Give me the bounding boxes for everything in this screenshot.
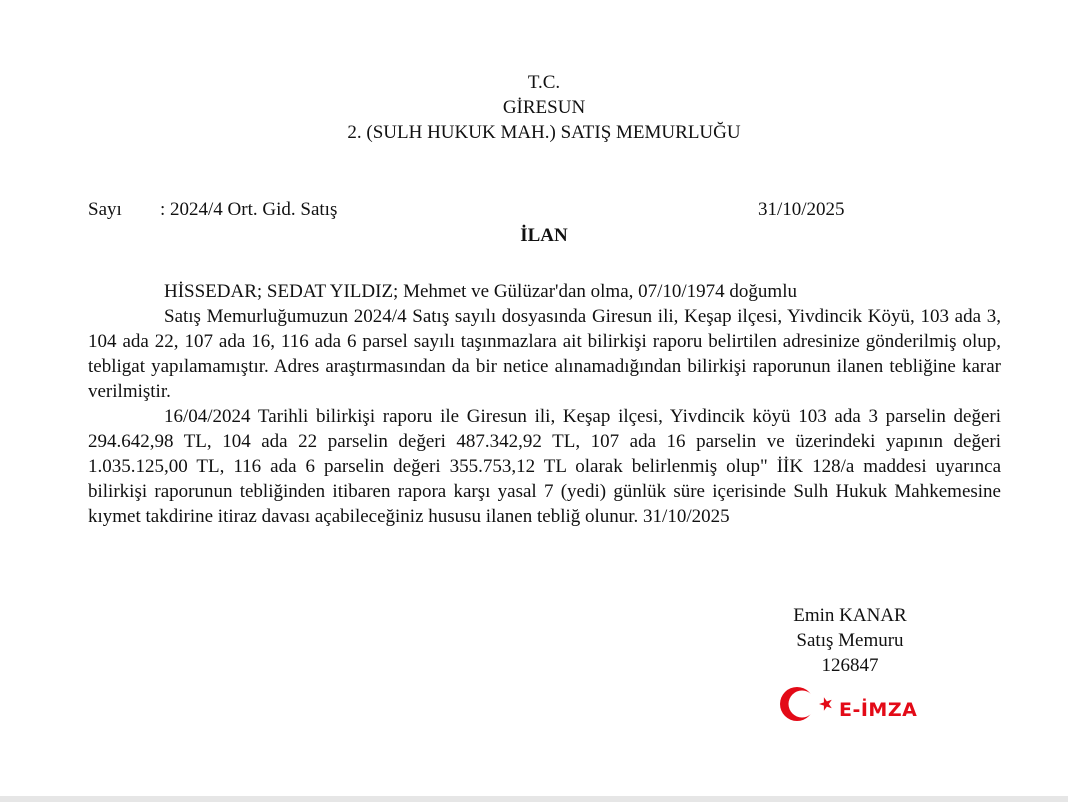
signatory-name: Emin KANAR: [793, 605, 907, 626]
page-bottom-edge: [0, 796, 1068, 802]
header-city: GİRESUN: [502, 97, 586, 118]
reference-row: [88, 197, 868, 222]
paragraph-recipient: HİSSEDAR; SEDAT YILDIZ; Mehmet ve Gülüzar'dan olma, 07/10/1974 doğumlu: [164, 281, 797, 302]
e-signature-label: E-İMZA: [839, 699, 918, 721]
reference-number: : 2024/4 Ort. Gid. Satış: [160, 199, 338, 220]
e-signature-badge: [777, 684, 917, 724]
signatory-id: 126847: [821, 655, 879, 676]
signatory-title: Satış Memuru: [796, 630, 904, 651]
signature-block: [760, 603, 940, 678]
header-office: 2. (SULH HUKUK MAH.) SATIŞ MEMURLUĞU: [347, 122, 741, 143]
crescent-star-icon: [777, 684, 833, 724]
document-body: [88, 279, 1001, 529]
reference-label: Sayı: [88, 199, 122, 220]
document-header: [0, 70, 1068, 145]
header-country: T.C.: [527, 72, 561, 93]
reference-date: 31/10/2025: [758, 199, 845, 220]
paragraph-valuation: 16/04/2024 Tarihli bilirkişi raporu ile Giresun ili, Keşap ilçesi, Yivdincik köyü 103 ada 3 parselin değeri 294.642,98 TL, 104 ada 22 parselin değeri 487.342,92 TL, 107 ada 16 parselin ve üzerindeki yapının değeri 1.035.125,00 TL, 116 ada 6 parselin değeri 355.753,12 TL olarak belirlenmiş olup" İİK 128/a maddesi uyarınca bilirkişi raporunun tebliğinden itibaren rapora karşı yasal 7 (yedi) günlük süre içerisinde Sulh Hukuk Mahkemesine kıymet takdirine itiraz davası açabileceğiniz hususu ilanen tebliğ olunur. 31/10/2025: [88, 406, 1001, 527]
document-title: İLAN: [520, 225, 568, 246]
paragraph-notification: Satış Memurluğumuzun 2024/4 Satış sayılı dosyasında Giresun ili, Keşap ilçesi, Yivdincik Köyü, 103 ada 3, 104 ada 22, 107 ada 16, 116 ada 6 parsel sayılı taşınmazlara ait bilirkişi raporu belirtilen adresinize gönderilmiş olup, tebligat yapılamamıştır. Adres araştırmasından da bir netice alınamadığından bilirkişi raporunun ilanen tebliğine karar verilmiştir.: [88, 306, 1001, 402]
